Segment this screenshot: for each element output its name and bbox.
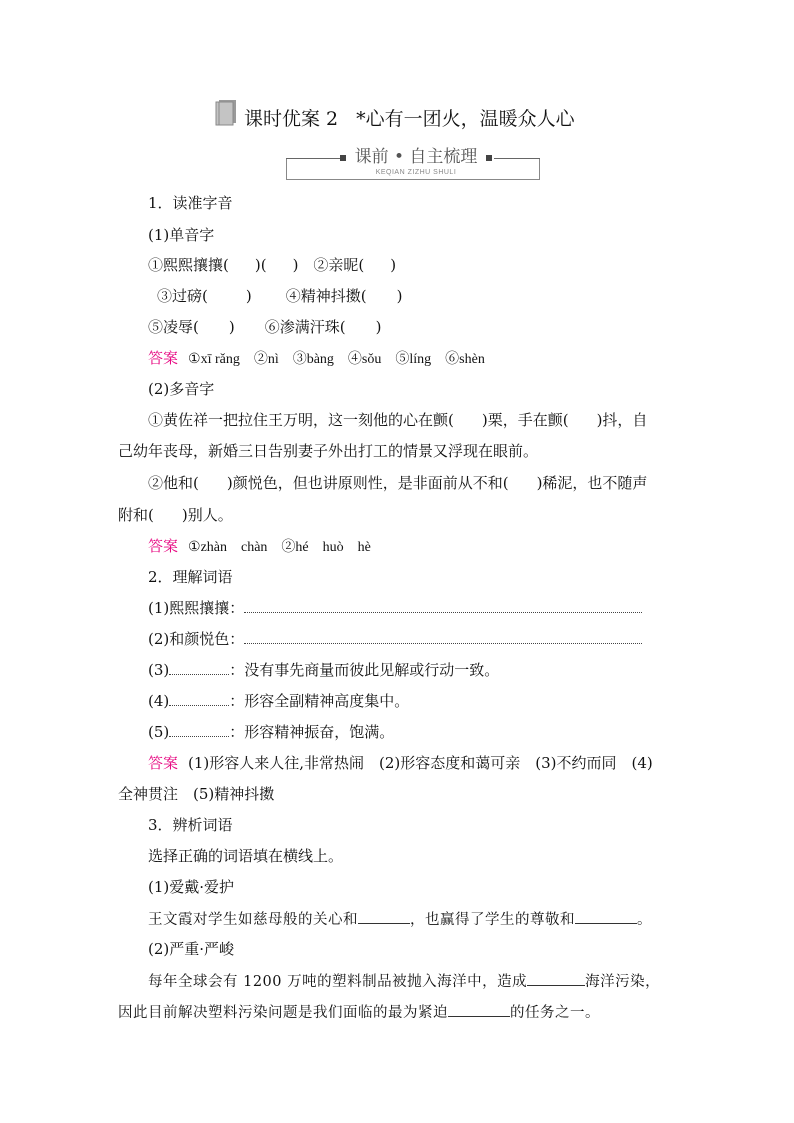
answer-2: 答案 ①zhàn chàn ②hé huò hè [148,537,371,555]
word-def-2: (2)和颜悦色： [148,629,642,649]
part3-heading: 3．辨析词语 [148,816,233,834]
section-banner [286,144,540,180]
part1-sub1: (1)单音字 [148,226,215,244]
choice-2-sentence-line-1: 每年全球会有 1200 万吨的塑料制品被抛入海洋中，造成 海洋污染， [148,970,660,992]
answer-blank[interactable] [169,660,229,675]
choice-1-sentence: 王文霞对学生如慈母般的关心和 ，也赢得了学生的尊敬和 。 [148,908,652,930]
word-def-3: (3) ：没有事先商量而彼此见解或行动一致。 [148,661,500,679]
polyphone-para-1-line-2: 己幼年丧母，新婚三日告别妻子外出打工的情景又浮现在眼前。 [118,442,539,460]
banner-title: 课前 • 自主梳理 [350,146,482,168]
part3-instruction: 选择正确的词语填在横线上。 [148,847,344,865]
answer-label: 答案 [148,754,179,772]
book-icon [214,98,238,126]
answer-3-line-2: 全神贯注 (5)精神抖擞 [118,785,275,803]
part2-heading: 2．理解词语 [148,568,233,586]
word-def-4: (4) ：形容全副精神高度集中。 [148,692,410,710]
banner-square-right [486,155,492,161]
answer-blank[interactable] [169,691,229,706]
banner-square-left [340,155,346,161]
banner-subtitle: KEQIAN ZIZHU SHULI [375,169,457,176]
banner-rule-right [494,158,540,159]
answer-blank[interactable] [169,722,229,737]
answer-blank[interactable] [244,598,642,613]
answer-1: 答案 ①xī rǎng ②nì ③bàng ④sǒu ⑤líng ⑥shèn [148,349,485,367]
answer-3-line-1: 答案 (1)形容人来人往,非常热闹 (2)形容态度和蔼可亲 (3)不约而同 (4) [148,754,653,772]
part1-sub2: (2)多音字 [148,380,215,398]
part1-heading: 1．读准字音 [148,194,233,212]
answer-blank[interactable] [575,908,637,924]
answer-blank[interactable] [244,629,642,644]
word-def-5: (5) ：形容精神振奋，饱满。 [148,723,395,741]
answer-label: 答案 [148,537,179,555]
choice-1-title: (1)爱戴·爱护 [148,878,235,896]
answer-label: 答案 [148,349,179,367]
polyphone-para-2-line-2: 附和( )别人。 [118,506,233,524]
answer-blank[interactable] [527,970,585,986]
banner-rule-left [286,158,340,159]
choice-2-title: (2)严重·严峻 [148,940,235,958]
pinyin-row-2: ③过磅( ) ④精神抖擞( ) [157,287,403,305]
polyphone-para-2-line-1: ②他和( )颜悦色，但也讲原则性，是非面前从不和( )稀泥，也不随声 [148,474,648,492]
pinyin-row-1: ①熙熙攘攘( )( ) ②亲昵( ) [148,256,397,274]
pinyin-row-3: ⑤凌辱( ) ⑥渗满汗珠( ) [148,318,382,336]
lesson-name: *心有一团火，温暖众人心 [356,108,575,130]
answer-blank[interactable] [358,908,410,924]
polyphone-para-1-line-1: ①黄佐祥一把拉住王万明，这一刻他的心在颤( )栗，手在颤( )抖，自 [148,411,648,429]
lesson-number: 课时优案 2 [244,108,339,130]
choice-2-sentence-line-2: 因此目前解决塑料污染问题是我们面临的最为紧迫 的任务之一。 [118,1001,600,1023]
page-title [244,106,575,132]
word-def-1: (1)熙熙攘攘： [148,598,642,618]
answer-blank[interactable] [448,1001,510,1017]
